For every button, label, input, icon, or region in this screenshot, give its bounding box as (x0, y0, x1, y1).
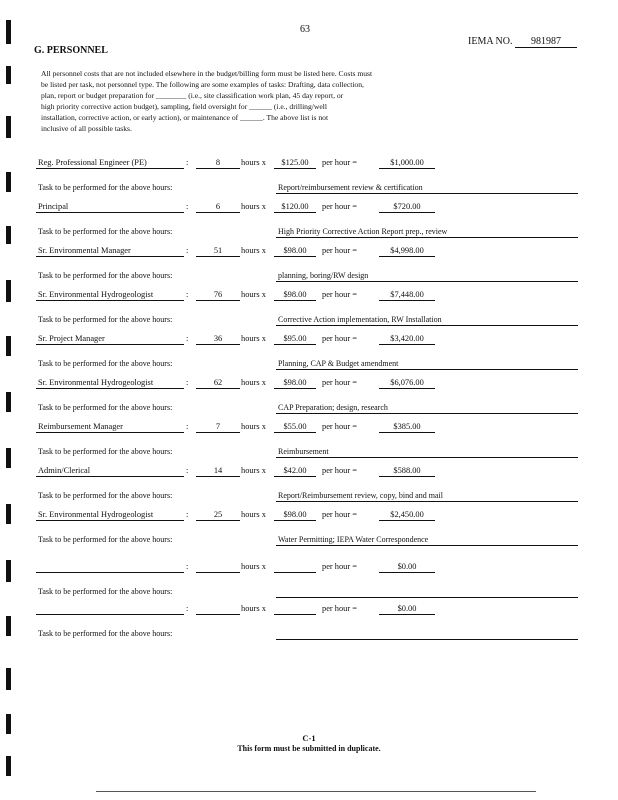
task-description: High Priority Corrective Action Report prep., review (278, 227, 448, 236)
personnel-row (36, 604, 596, 617)
task-row (38, 491, 578, 504)
total-underline (379, 432, 435, 433)
total-underline (379, 168, 435, 169)
rate-value: $125.00 (281, 158, 309, 167)
total-value: $0.00 (397, 604, 417, 613)
task-underline (276, 597, 578, 598)
task-label: Task to be performed for the above hours: (38, 491, 173, 500)
per-hour-label: per hour = (322, 378, 357, 387)
rate-value: $55.00 (283, 422, 307, 431)
personnel-title: Reimbursement Manager (38, 422, 123, 431)
per-hour-label: per hour = (322, 158, 357, 167)
section-title: G. PERSONNEL (34, 45, 108, 56)
personnel-row (36, 290, 596, 303)
task-label: Task to be performed for the above hours: (38, 403, 173, 412)
personnel-row (36, 202, 596, 215)
binder-mark (6, 20, 11, 44)
intro-line: inclusive of all possible tasks. (41, 124, 132, 133)
per-hour-label: per hour = (322, 334, 357, 343)
rate-value: $42.00 (283, 466, 307, 475)
total-underline (379, 212, 435, 213)
task-description: Water Permitting; IEPA Water Correspondence (278, 535, 429, 544)
task-row (38, 403, 578, 416)
title-underline (36, 388, 184, 389)
rate-underline (274, 476, 316, 477)
task-description: CAP Preparation; design, research (278, 403, 388, 412)
rate-value: $120.00 (281, 202, 309, 211)
hours-x-label: hours x (241, 422, 266, 431)
colon-separator: : (186, 290, 189, 299)
binder-mark (6, 172, 11, 192)
personnel-row (36, 246, 596, 259)
task-row (38, 587, 578, 600)
hours-x-label: hours x (241, 562, 266, 571)
personnel-title: Sr. Environmental Hydrogeologist (38, 290, 154, 299)
hours-x-label: hours x (241, 290, 266, 299)
binder-mark (6, 66, 11, 84)
task-row (38, 315, 578, 328)
title-underline (36, 300, 184, 301)
title-underline (36, 256, 184, 257)
hours-underline (196, 300, 240, 301)
hours-value: 8 (215, 158, 221, 167)
task-label: Task to be performed for the above hours: (38, 535, 173, 544)
task-description: Corrective Action implementation, RW Installation (278, 315, 442, 324)
personnel-row (36, 334, 596, 347)
total-value: $4,998.00 (390, 246, 424, 255)
hours-x-label: hours x (241, 334, 266, 343)
personnel-row (36, 510, 596, 523)
hours-value: 6 (215, 202, 221, 211)
hours-value: 25 (213, 510, 223, 519)
hours-value: 7 (215, 422, 221, 431)
personnel-row (36, 422, 596, 435)
task-underline (276, 325, 578, 326)
task-underline (276, 281, 578, 282)
total-underline (379, 388, 435, 389)
rate-value: $98.00 (283, 246, 307, 255)
colon-separator: : (186, 378, 189, 387)
hours-underline (196, 614, 240, 615)
personnel-row (36, 466, 596, 479)
binder-mark (6, 226, 11, 244)
hours-x-label: hours x (241, 466, 266, 475)
total-underline (379, 520, 435, 521)
title-underline (36, 572, 184, 573)
total-underline (379, 614, 435, 615)
total-value: $7,448.00 (390, 290, 424, 299)
colon-separator: : (186, 202, 189, 211)
task-label: Task to be performed for the above hours: (38, 587, 173, 596)
title-underline (36, 520, 184, 521)
page-bottom-rule (96, 791, 536, 792)
colon-separator: : (186, 562, 189, 571)
per-hour-label: per hour = (322, 422, 357, 431)
hours-underline (196, 388, 240, 389)
personnel-title: Admin/Clerical (38, 466, 91, 475)
hours-x-label: hours x (241, 604, 266, 613)
total-value: $0.00 (397, 562, 417, 571)
total-value: $588.00 (393, 466, 421, 475)
rate-underline (274, 168, 316, 169)
binder-mark (6, 116, 11, 138)
hours-x-label: hours x (241, 158, 266, 167)
personnel-row (36, 378, 596, 391)
personnel-title: Reg. Professional Engineer (PE) (38, 158, 147, 167)
task-description: Report/reimbursement review & certification (278, 183, 423, 192)
rate-value: $98.00 (283, 378, 307, 387)
task-underline (276, 545, 578, 546)
task-description: Report/Reimbursement review, copy, bind and mail (278, 491, 443, 500)
hours-value: 36 (213, 334, 223, 343)
colon-separator: : (186, 246, 189, 255)
task-row (38, 271, 578, 284)
rate-underline (274, 256, 316, 257)
intro-line: installation, corrective action, or early action), or maintenance of ______. The above list is not (41, 113, 329, 122)
total-value: $1,000.00 (390, 158, 424, 167)
hours-underline (196, 256, 240, 257)
total-underline (379, 256, 435, 257)
title-underline (36, 212, 184, 213)
personnel-row (36, 158, 596, 171)
rate-value: $98.00 (283, 290, 307, 299)
hours-underline (196, 168, 240, 169)
task-row (38, 629, 578, 642)
task-description: Reimbursement (278, 447, 329, 456)
task-row (38, 535, 578, 548)
task-row (38, 359, 578, 372)
task-label: Task to be performed for the above hours: (38, 629, 173, 638)
task-underline (276, 237, 578, 238)
intro-line: high priority corrective action budget), sampling, field oversight for ______ (i.e., drilling/well (41, 102, 327, 111)
rate-underline (274, 300, 316, 301)
task-label: Task to be performed for the above hours: (38, 315, 173, 324)
rate-underline (274, 572, 316, 573)
per-hour-label: per hour = (322, 290, 357, 299)
colon-separator: : (186, 334, 189, 343)
total-underline (379, 572, 435, 573)
title-underline (36, 168, 184, 169)
rate-underline (274, 212, 316, 213)
personnel-title: Sr. Project Manager (38, 334, 105, 343)
hours-underline (196, 432, 240, 433)
rate-value: $95.00 (283, 334, 307, 343)
colon-separator: : (186, 466, 189, 475)
hours-x-label: hours x (241, 246, 266, 255)
hours-underline (196, 572, 240, 573)
personnel-title: Sr. Environmental Manager (38, 246, 131, 255)
title-underline (36, 432, 184, 433)
rate-underline (274, 520, 316, 521)
hours-underline (196, 344, 240, 345)
hours-underline (196, 212, 240, 213)
binder-mark (6, 560, 11, 582)
task-row (38, 227, 578, 240)
hours-value: 62 (213, 378, 223, 387)
hours-x-label: hours x (241, 510, 266, 519)
intro-line: All personnel costs that are not included elsewhere in the budget/billing form must be listed here. Costs must (41, 69, 373, 78)
task-underline (276, 413, 578, 414)
hours-value: 76 (213, 290, 223, 299)
per-hour-label: per hour = (322, 604, 357, 613)
hours-underline (196, 476, 240, 477)
per-hour-label: per hour = (322, 466, 357, 475)
task-underline (276, 193, 578, 194)
rate-value: $98.00 (283, 510, 307, 519)
rate-underline (274, 614, 316, 615)
hours-underline (196, 520, 240, 521)
colon-separator: : (186, 510, 189, 519)
per-hour-label: per hour = (322, 202, 357, 211)
task-label: Task to be performed for the above hours: (38, 227, 173, 236)
binder-mark (6, 336, 11, 356)
colon-separator: : (186, 158, 189, 167)
task-row (38, 447, 578, 460)
total-value: $2,450.00 (390, 510, 424, 519)
task-label: Task to be performed for the above hours: (38, 359, 173, 368)
binder-mark (6, 504, 11, 524)
binder-mark (6, 714, 11, 734)
total-value: $385.00 (393, 422, 421, 431)
iema-value: 981987 (515, 36, 577, 48)
total-underline (379, 344, 435, 345)
rate-underline (274, 432, 316, 433)
task-description: Planning, CAP & Budget amendment (278, 359, 399, 368)
hours-x-label: hours x (241, 378, 266, 387)
task-row (38, 183, 578, 196)
task-description: planning, boring/RW design (278, 271, 369, 280)
iema-label: IEMA NO. (468, 36, 513, 47)
intro-line: plan, report or budget preparation for ________ (i.e., site classification work plan, 45 day report, or (41, 91, 344, 100)
task-underline (276, 457, 578, 458)
binder-mark (6, 392, 11, 412)
binder-mark (6, 668, 11, 690)
intro-line: be listed per task, not personnel type. The following are some examples of tasks: Drafting, data collection, (41, 80, 364, 89)
task-label: Task to be performed for the above hours: (38, 183, 173, 192)
hours-value: 51 (213, 246, 223, 255)
rate-underline (274, 344, 316, 345)
task-label: Task to be performed for the above hours: (38, 447, 173, 456)
duplicate-note: This form must be submitted in duplicate. (237, 744, 381, 753)
total-value: $720.00 (393, 202, 421, 211)
per-hour-label: per hour = (322, 510, 357, 519)
task-label: Task to be performed for the above hours: (38, 271, 173, 280)
colon-separator: : (186, 422, 189, 431)
personnel-title: Sr. Environmental Hydrogeologist (38, 378, 154, 387)
personnel-title: Sr. Environmental Hydrogeologist (38, 510, 154, 519)
per-hour-label: per hour = (322, 562, 357, 571)
binder-mark (6, 616, 11, 636)
task-underline (276, 369, 578, 370)
form-page-code: C-1 (302, 733, 316, 743)
binder-mark (6, 280, 11, 302)
instructions-paragraph (41, 68, 469, 134)
title-underline (36, 614, 184, 615)
iema-number (468, 36, 577, 48)
personnel-title: Principal (38, 202, 69, 211)
personnel-row (36, 562, 596, 575)
rate-underline (274, 388, 316, 389)
hours-x-label: hours x (241, 202, 266, 211)
per-hour-label: per hour = (322, 246, 357, 255)
total-value: $3,420.00 (390, 334, 424, 343)
hours-value: 14 (213, 466, 223, 475)
page-number: 63 (300, 24, 310, 35)
total-value: $6,076.00 (390, 378, 424, 387)
colon-separator: : (186, 604, 189, 613)
binder-mark (6, 756, 11, 776)
title-underline (36, 344, 184, 345)
title-underline (36, 476, 184, 477)
task-underline (276, 501, 578, 502)
total-underline (379, 300, 435, 301)
binder-mark (6, 448, 11, 468)
total-underline (379, 476, 435, 477)
task-underline (276, 639, 578, 640)
